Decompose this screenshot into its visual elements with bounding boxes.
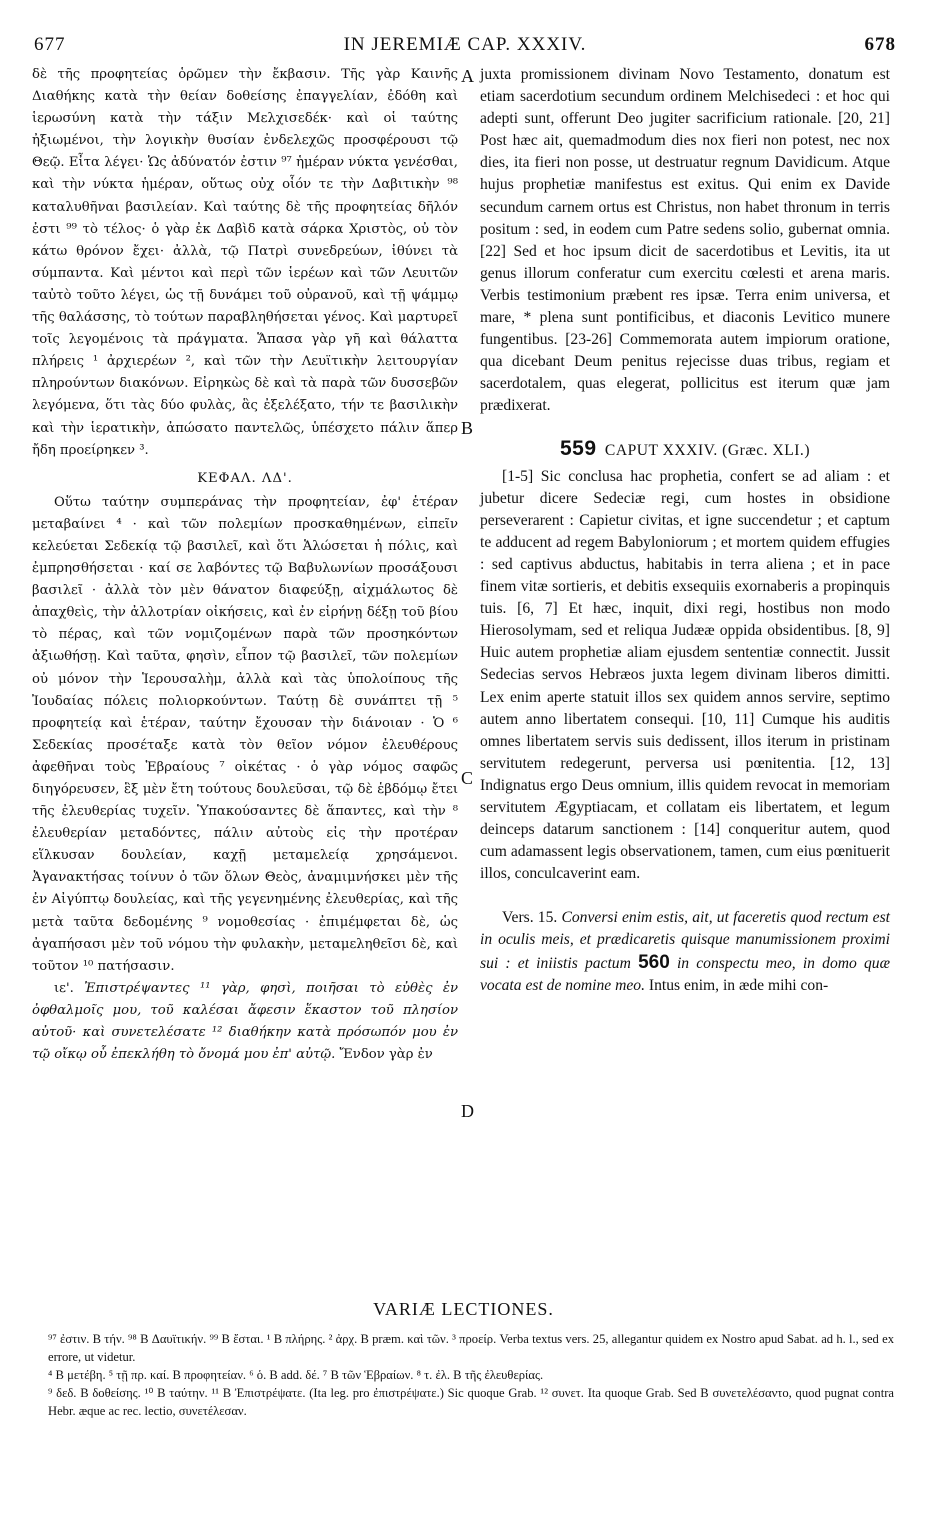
greek-paragraph-2: Οὕτω ταύτην συμπεράνας τὴν προφητείαν, ἐφ' ἑτέραν μεταβαίνει ⁴ · καὶ τῶν πολεμίων προσκαθημένων, εἰπεῖν κελεύεται Σεδεκίᾳ τῷ βασιλεῖ, καὶ ὅτι Ἁλώσεται ἡ πόλις, καὶ ἐμπρησθήσεται · καί σε λαβόντες τῷ Βαβυλωνίων προσάξουσι βασιλεῖ · ἀλλὰ τὸν μὲν θάνατον διαφεύξῃ, αἰχμάλωτος δὲ ἀπαχθεὶς, τὴν ἀλλοτρίαν οἰκήσεις, καὶ ἐν εἰρήνῃ δέξῃ τοῦ βίου τὸ πέρας, καὶ τῶν νομιζομένων παρὰ τῶν προσηκόντων ἀξιωθήσῃ. Καὶ ταῦτα, φησὶν, εἶπον τῷ βασιλεῖ, τῶν πολεμίων οὐ μόνον τὴν Ἱερουσαλὴμ, ἀλλὰ καὶ τὰς ὑπολοίπους τῆς Ἰουδαίας πόλεις πολιορκούντων. Ταύτῃ δὲ συνάπτει τῇ ⁵ προφητείᾳ καὶ ἑτέραν, ταύτην ἔχουσαν τὴν διάνοιαν · Ὁ ⁶ Σεδεκίας προσέταξε κατὰ τὸν θεῖον νόμον ἐλευθέρους ἀφεθῆναι τοὺς Ἑβραίους ⁷ οἰκέτας · ὁ γὰρ νόμος σαφῶς διηγόρευσεν, ἓξ μὲν ἔτη τούτους δουλεῦσαι, τῷ δὲ ἑβδόμῳ ἔτει τῆς ἐλευθερίας τυχεῖν. Ὑπακούσαντες δὲ ἅπαντες, καὶ τὴν ⁸ ἐλευθερίαν μεταδόντες, πάλιν αὐτοὺς εἰς τὴν προτέραν εἵλκυσαν δουλείαν, καχῇ μεταμελείᾳ χρησάμενοι. Ἀγανακτήσας τοίνυν ὁ τῶν ὅλων Θεὸς, ἀναμιμνήσκει μὲν τῆς ἐν Αἰγύπτῳ δουλείας, καὶ τῆς γεγενημένης ἐλευθερίας, καὶ τῆς μετὰ ταῦτα δεδομένης ⁹ νομοθεσίας · ἐπιμέμφεται δὲ, ὡς ἀγαπήσασι μὲν τοῦ νόμου τὴν φυλακὴν, μεταμεληθεῖσι δὲ, καὶ τοῦτον ¹⁰ πατήσασιν. bbox=[32, 494, 458, 974]
greek-paragraph-1: δὲ τῆς προφητείας ὁρῶμεν τὴν ἔκβασιν. Τῆς γὰρ Καινῆς Διαθήκης κατὰ τὴν θείαν δοθείσης ἐπαγγελίαν, ἐδόθη καὶ ἱερωσύνη κατὰ τὴν τάξιν Μελχισεδέκ· καὶ οἱ ταύτης ἠξιωμένοι, τὴν λογικὴν θυσίαν ἐνδελεχῶς προσφέρουσι τῷ Θεῷ. Εἶτα λέγει· Ὡς ἀδύνατόν ἐστιν ⁹⁷ ἡμέραν νύκτα γενέσθαι, καὶ τὴν νύκτα ἡμέραν, οὕτως οὐχ οἷόν τε τὴν Δαβιτικὴν ⁹⁸ καταλυθῆναι βασιλείαν. Καὶ ταύτης δὲ τῆς προφητείας δῆλόν ἐστι ⁹⁹ τὸ τέλος· ὁ γὰρ ἐκ Δαβὶδ κατὰ σάρκα Χριστὸς, οὐ τὸν κάτω θρόνον ἔχει· ἀλλὰ, τῷ Πατρὶ συνεδρεύων, ἰθύνει τὰ σύμπαντα. Καὶ μέντοι καὶ περὶ τῶν ἱερέων καὶ τῶν Λευιτῶν ταὐτὸ τοῦτο λέγει, ὡς τῇ δυνάμει τοῦ οὐρανοῦ, καὶ τῇ ψάμμῳ τῆς θαλάσσης, τὸ τούτων παραβληθήσεται γένος. Καὶ μαρτυρεῖ τοῖς λεγομένοις τὰ πράγματα. Ἅπασα γὰρ γῆ καὶ θάλαττα πλήρεις ¹ ἀρχιερέων ², καὶ τῶν τὴν Λευϊτικὴν λειτουργίαν πληρούντων διακόνων. Εἰρηκὼς δὲ καὶ τὰ παρὰ τῶν δυσσεβῶν λεγόμενα, ὅτι τὰς δύο φυλὰς, ἃς ἐξελέξατο, τήν τε βασιλικὴν καὶ τὴν ἱερατικὴν, ἀπώσατο παντελῶς, ὑπέσχετο πάλιν ἅπερ ἤδη προείρηκεν ³. bbox=[32, 67, 458, 458]
variae-note-line-2: ⁴ B μετέβη. ⁵ τῇ πρ. καί. B προφητείαν. ⁶ ὁ. B add. δέ. ⁷ B τῶν Ἑβραίων. ⁸ τ. ἐλ. B τῆς ἐλευθερίας. bbox=[48, 1368, 544, 1382]
variae-lectiones-notes bbox=[48, 1330, 894, 1420]
greek-verse-label: ιε'. bbox=[54, 980, 74, 996]
greek-column bbox=[32, 64, 458, 1066]
margin-letter-c: C bbox=[461, 768, 474, 788]
page-number-right: 678 bbox=[864, 34, 896, 55]
latin-paragraph-2: [1-5] Sic conclusa hac prophetia, confert se ad aliam : et jubetur dicere Sedeciæ regi, cum hostes in obsidione perseverarent : Capietur civitas, et igne succendetur ; et captum te adducent ad regem Babyloniorum ; et mortem quidem effugies : sed captivus abductus, habitabis in terra aliena ; et in pace finem vitæ sortieris, et debitis exsequiis exornaberis a propinquis tuis. [6, 7] Et hæc, inquit, dixi regi, hostibus non modo Hierosolymam, sed et reliqua Judææ oppida obsidentibus. [8, 9] Huic autem prophetiæ aliam ejusdem sententiæ connectit. Jussit Sedecias servos Hebræos juxta legem divinam liberos dimitti. Lex enim aperte statuit illos sex quidem annos servire, septimo autem anno libertatem consequi. [10, 11] Cumque his auditis omnes libertatem servis suis dedissent, illos iterum in pristinam servitutem redegerunt, perversa usi pœnitentia. [12, 13] Indignatus ergo Deus omnium, illis quidem revocat in memoriam servitutem Ægyptiacam, et collatam eis libertatem, et legum deinceps datarum sanctionem : [14] conqueritur autem, quod cum adamassent legis observationem, tamen, cum eius pœnituerit illos, conculcaverint eam. bbox=[480, 467, 890, 883]
latin-paragraph-1: juxta promissionem divinam Novo Testamento, donatum est etiam sacerdotium secundum ordinem Melchisedeci : et hoc qui adepti sunt, offerunt Deo jugiter sacrificium rationale. [20, 21] Post hæc ait, quemadmodum dies nox fieri non potest, nec nox dies, ita fieri non posse, ut destruatur regnum Davidicum. Atque hujus prophetiæ manifestus est exitus. Qui enim ex Davide secundum carnem ortus est Christus, non habet thronum in terris positum : sed, in eodem cum Patre sedens solio, gubernat omnia. [22] Sed et hoc ipsum dicit de sacerdotibus et Levitis, ita ut genus illorum conferatur cum exercitu cœlesti et arena maris. Verbis testimonium præbent res ipsæ. Terra enim universa, et mare, * plena sunt pontificibus, et diaconis Levitico munere fungentibus. [23-26] Commemorata autem impiorum oratione, qua dicebant Deum penitus rejecisse duas tribus, regiam et sacerdotalem, quas elegerat, pollicitus est iterum quæ jam prædixerat. bbox=[480, 66, 890, 415]
greek-chapter-heading: ΚΕΦΑΛ. ΛΔ'. bbox=[197, 470, 293, 486]
page-number-left: 677 bbox=[34, 34, 66, 55]
latin-chapter-heading bbox=[480, 438, 890, 462]
variae-lectiones-title: VARIÆ LECTIONES. bbox=[373, 1299, 554, 1319]
running-header bbox=[34, 34, 896, 60]
page-title: IN JEREMIÆ CAP. XXXIV. bbox=[343, 34, 587, 55]
margin-letter-b: B bbox=[461, 418, 474, 438]
margin-letter-d: D bbox=[461, 1101, 474, 1121]
latin-verse-label: Vers. 15. bbox=[502, 909, 558, 927]
greek-paragraph-3 bbox=[32, 978, 458, 1066]
margin-letter-a: A bbox=[461, 66, 474, 86]
greek-verse-tail: Ἔνδον γὰρ ἐν bbox=[339, 1047, 433, 1063]
latin-chapter-number: 559 bbox=[559, 436, 597, 460]
latin-verse-quote-2: in conspectu meo, in domo quæ vocata est de nomine meo. bbox=[480, 954, 890, 994]
latin-verse-tail: Intus enim, in æde mihi con- bbox=[648, 976, 829, 994]
latin-inline-page-number: 560 bbox=[638, 951, 670, 973]
greek-verse-quote: Ἐπιστρέψαντες ¹¹ γὰρ, φησὶ, ποιῆσαι τὸ εὐθὲς ἐν ὀφθαλμοῖς μου, τοῦ καλέσαι ἄφεσιν ἕκαστον τοῦ πλησίον αὐτοῦ· καὶ συνετελέσατε ¹² διαθήκην κατὰ πρόσωπόν μου ἐν τῷ οἴκῳ οὗ ἐπεκλήθη τὸ ὄνομά μου ἐπ' αὐτῷ. bbox=[32, 980, 458, 1063]
variae-note-line-1: ⁹⁷ ἐστιν. B τήν. ⁹⁸ B Δαυϊτικήν. ⁹⁹ B ἔσται. ¹ B πλήρης. ² ἀρχ. B præm. καὶ τῶν. ³ προείρ. Verba textus vers. 25, allegantur quidem ex Nostro apud Sabat. ad h. l., sed ex errore, ut videtur. bbox=[48, 1332, 894, 1364]
latin-verse-paragraph bbox=[480, 907, 890, 996]
latin-verse-quote-1: Conversi enim estis, ait, ut faceretis quod rectum est in oculis meis, et prædicaretis quisque manumissionem proximi sui : et iniistis pactum bbox=[480, 909, 890, 972]
latin-chapter-title: CAPUT XXXIV. (Græc. XLI.) bbox=[604, 441, 811, 459]
variae-note-line-3: ⁹ δεδ. B δοθείσης. ¹⁰ B ταύτην. ¹¹ B Ἐπιστρέψατε. (Ita leg. pro ἐπιστρέψατε.) Sic quoque Grab. ¹² συνετ. Ita quoque Grab. Sed B συνετελέσαντο, quod pugnat contra Hebr. æque ac rec. lectio, συνετέλεσαν. bbox=[48, 1386, 894, 1418]
latin-column bbox=[480, 64, 890, 997]
